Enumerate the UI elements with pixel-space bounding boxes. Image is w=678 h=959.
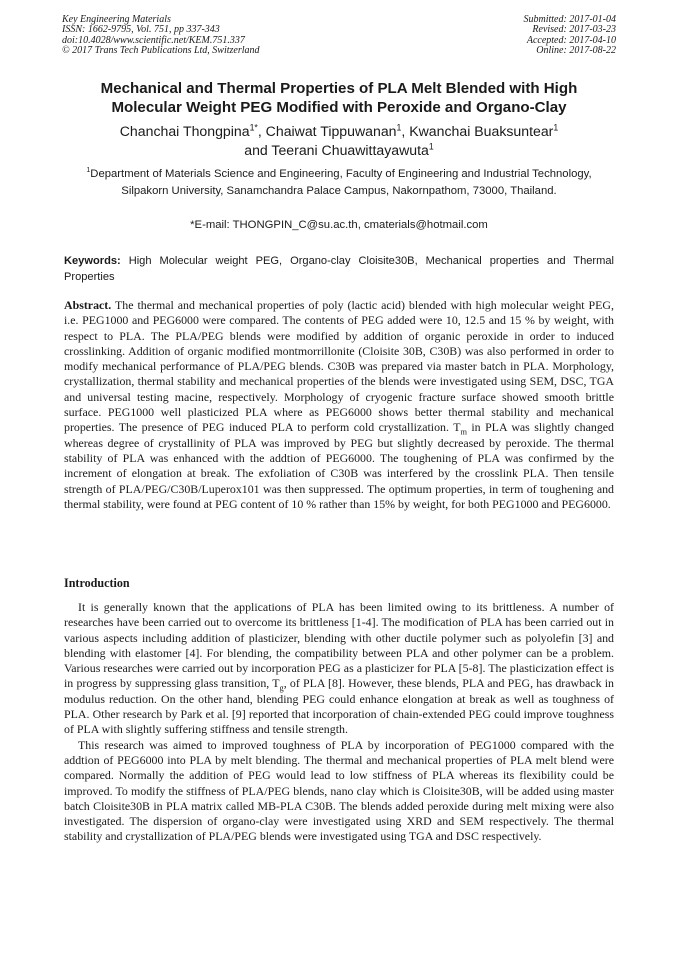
abstract bbox=[64, 298, 614, 512]
journal-info bbox=[62, 15, 260, 57]
paragraph-text: , of PLA [8]. However, these blends, PLA and PEG, has drawback in modulus reduction. On the other hand, blending PEG could enhance elongation at break as well as toughness of PLA. Other research by Park et al. [9] reported that incorporation of chain-extended PEG could improve toughness of PLA with slightly suffering stiffness and tensile strength. bbox=[64, 676, 614, 737]
publication-dates bbox=[524, 15, 617, 57]
author-affiliation-mark: 1 bbox=[553, 122, 559, 133]
author-name: , Kwanchai Buaksuntear bbox=[401, 123, 554, 139]
journal-copyright: © 2017 Trans Tech Publications Ltd, Switzerland bbox=[62, 45, 260, 57]
author-affiliation-mark: 1 bbox=[428, 141, 434, 152]
abstract-text: The thermal and mechanical properties of poly (lactic acid) blended with high molecular weight PEG, i.e. PEG1000 and PEG6000 were compared. The contents of PEG added were 10, 12.5 and 15 % by weight, with respect to PLA. The PLA/PEG blends were modified by addition of organic peroxide in order to induced crosslinking. Addition of organic modified montmorrillonite (Cloisite 30B, C30B) was also performed in order to modify mechanical performance of PLA/PEG blends. C30B was prepared via master batch in PLA. Morphology, crystallization, thermal stability and mechanical properties of the blends were investigated using SEM, DSC, TGA and universal testing macine, respectively. Morphology of cryogenic fracture surface showed smooth brittle surface. PEG1000 well plasticized PLA where as PEG6000 shows better thermal stability and mechanical properties. The presence of PEG induced PLA to perform cold crystallization. T bbox=[64, 298, 614, 435]
author-affiliation-mark: 1 bbox=[396, 122, 402, 133]
paragraph-subscript: g bbox=[279, 683, 284, 693]
affiliation-text: Department of Materials Science and Engineering, Faculty of Engineering and Industrial Technology, Silpakorn University, Sanamchandra Palace Campus, Nakornpathom, 73000, Thailand. bbox=[90, 168, 592, 197]
author-affiliation-mark: 1* bbox=[249, 122, 258, 133]
introduction-body bbox=[64, 600, 614, 845]
keywords bbox=[64, 254, 614, 285]
journal-issn: ISSN: 1662-9795, Vol. 751, pp 337-343 bbox=[62, 24, 220, 36]
date-accepted: Accepted: 2017-04-10 bbox=[526, 34, 616, 46]
paragraph bbox=[64, 600, 614, 738]
abstract-text: in PLA was slightly changed whereas degree of crystallinity of PLA was improved by PEG but slightly decreased by peroxide. The thermal stability of PLA was enhanced with the addtion of PEG6000. The toughening of PLA was confirmed by the increment of elongation at break. The exfoliation of C30B was interfered by the crosslink PLA. Then tensile strength of PLA/PEG/C30B/Luperox101 was then suppressed. The optimum properties, in term of toughening and thermal stability, were found at PEG content of 10 % rather than 15% by weight, for both PEG1000 and PEG6000. bbox=[64, 420, 614, 511]
contact-email[interactable]: *E-mail: THONGPIN_C@su.ac.th, cmaterials@hotmail.com bbox=[190, 219, 488, 231]
journal-name: Key Engineering Materials bbox=[62, 14, 171, 25]
abstract-label: Abstract. bbox=[64, 298, 112, 312]
date-online: Online: 2017-08-22 bbox=[536, 45, 616, 57]
author-name: Chanchai Thongpina bbox=[119, 123, 250, 139]
author-list bbox=[64, 122, 614, 160]
keywords-label: Keywords: bbox=[64, 255, 121, 267]
author-name: , Chaiwat Tippuwanan bbox=[257, 123, 397, 139]
paper-title: Mechanical and Thermal Properties of PLA Melt Blended with High Molecular Weight PEG Modified with Peroxide and Organo-Clay bbox=[100, 80, 578, 116]
abstract-subscript: m bbox=[460, 427, 467, 437]
date-submitted: Submitted: 2017-01-04 bbox=[523, 14, 616, 25]
affiliation bbox=[64, 166, 614, 199]
keywords-text: High Molecular weight PEG, Organo-clay Cloisite30B, Mechanical properties and Thermal Properties bbox=[64, 255, 614, 283]
paragraph: This research was aimed to improved toughness of PLA by incorporation of PEG1000 compared with the addtion of PEG6000 into PLA by melt blending. The thermal and mechanical properties of PLA melt blend were compared. Normally the addition of PEG would lead to low stiffness of PLA whereas its flexibility could be improved. To modify the stiffness of PLA/PEG blends, nano clay which is Cloisite30B, will be added using master batch Cloisite30B in PLA matrix called MB-PLA C30B. The blends added peroxide during melt mixing were also investigated. The dispersion of organo-clay were investigated using XRD and SEM respectively. The thermal stability and crystallization of PLA/PEG blends were investigated using TGA and DSC respectively. bbox=[64, 737, 614, 844]
affiliation-mark: 1 bbox=[86, 167, 91, 175]
date-revised: Revised: 2017-03-23 bbox=[532, 24, 616, 36]
author-name: and Teerani Chuawittayawuta bbox=[244, 142, 429, 158]
section-heading-introduction: Introduction bbox=[64, 576, 130, 590]
paragraph-text: It is generally known that the applications of PLA has been limited owing to its brittleness. A number of researches have been carried out to overcome its brittleness [1-4]. The modification of PLA has been carried out in various aspects including addition of plasticizer, blending with other ductile polymer such as polyolefin [3] and blending with elastomer [4]. For blending, the compatibility between PLA and other polymer can be a problem. Various researches were carried out by incorporation PEG as a plasticizer for PLA [5-8]. The plasticization effect is in progress by suppressing glass transition, T bbox=[64, 600, 614, 691]
journal-doi[interactable]: doi:10.4028/www.scientific.net/KEM.751.337 bbox=[62, 34, 245, 46]
